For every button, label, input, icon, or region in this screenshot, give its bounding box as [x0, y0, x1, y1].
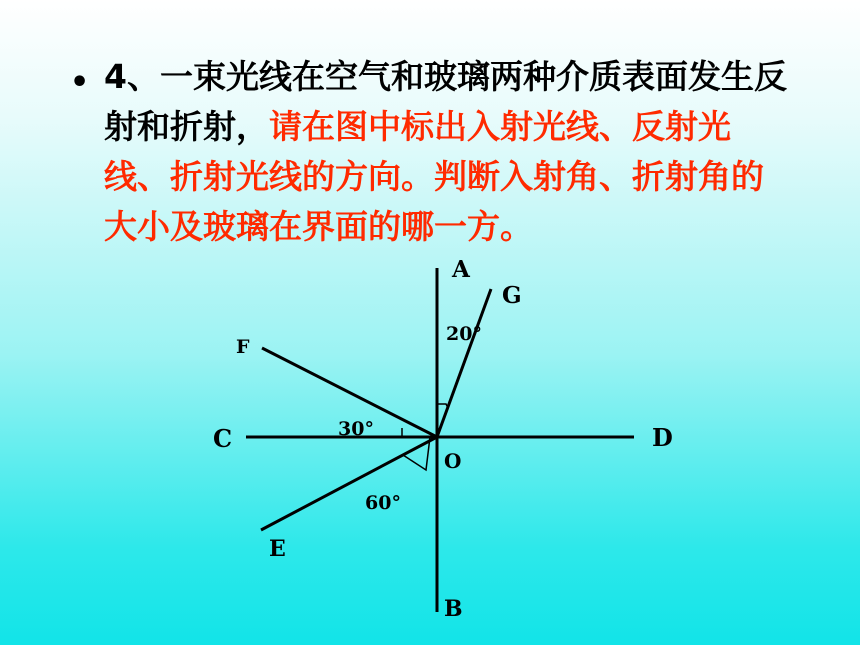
question-text-red: 请在图中标出入射光线、反射光线、折射光线的方向。判断入射角、折射角的大小及玻璃在界面的哪一方。 [104, 107, 764, 246]
label-A: A [452, 256, 470, 283]
label-B: B [444, 596, 463, 622]
angle-label-AG: 20° [446, 323, 482, 345]
ray-OE [261, 437, 437, 530]
label-D: D [652, 423, 673, 452]
label-O: O [444, 449, 462, 473]
label-C: C [213, 424, 233, 453]
label-G: G [502, 282, 522, 309]
angle-label-CF: 30° [338, 418, 374, 440]
angle-label-CE: 60° [365, 492, 401, 514]
label-E: E [269, 536, 286, 562]
bullet-marker: • [70, 65, 90, 100]
question-text-black: 4、一束光线在空气和玻璃两种介质表面发生反射和折射， [104, 57, 787, 146]
label-F: F [236, 336, 250, 358]
ray-OG [437, 289, 491, 437]
